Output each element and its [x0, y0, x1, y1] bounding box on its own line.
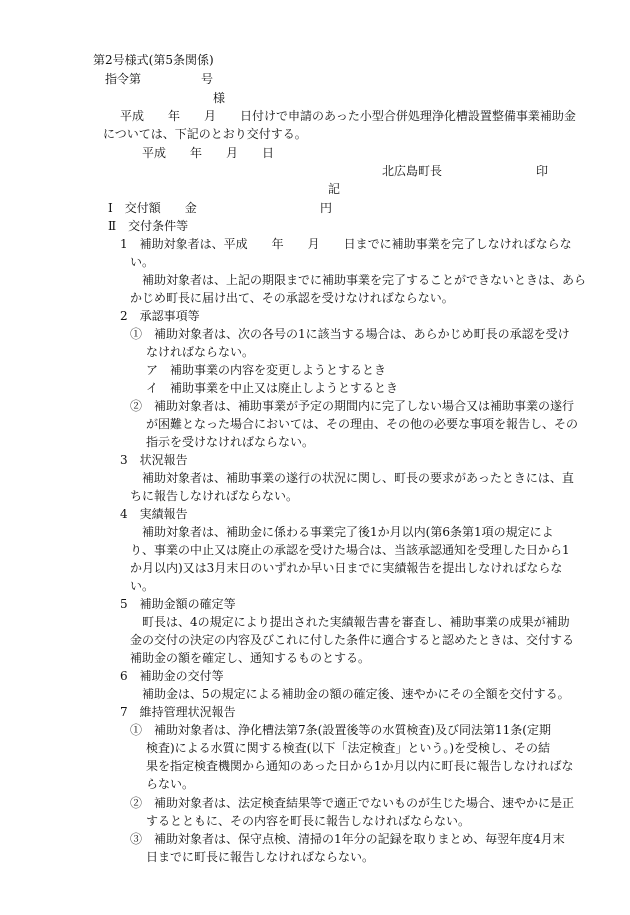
- condition-title: 7 維持管理状況報告: [120, 705, 236, 719]
- condition-line: 金の交付の決定の内容及びこれに付した条件に適合すると認めたときは、交付する: [130, 633, 575, 647]
- condition-line: ② 補助対象者は、補助事業が予定の期間内に完了しない場合又は補助事業の遂行: [130, 399, 575, 413]
- grant-amount-unit: 円: [320, 201, 333, 215]
- condition-line: い。: [130, 255, 155, 269]
- condition-line: らない。: [146, 777, 195, 791]
- condition-title: 3 状況報告: [120, 453, 188, 467]
- intro-line: については、下記のとおり交付する。: [103, 127, 307, 141]
- form-heading: 第2号様式(第5条関係): [93, 53, 214, 67]
- condition-line: 指示を受けなければならない。: [146, 435, 315, 449]
- condition-line: 果を指定検査機関から通知のあった日から1か月以内に町長に報告しなければな: [146, 759, 574, 773]
- condition-line: ① 補助対象者は、浄化槽法第7条(設置後等の水質検査)及び同法第11条(定期: [130, 723, 551, 737]
- condition-title: 6 補助金の交付等: [120, 669, 224, 683]
- condition-line: ② 補助対象者は、法定検査結果等で適正でないものが生じた場合、速やかに是正: [130, 796, 575, 810]
- seal-mark: 印: [536, 164, 549, 178]
- condition-line: イ 補助事業を中止又は廃止しようとするとき: [146, 381, 399, 395]
- condition-line: 補助金は、5の規定による補助金の額の確定後、速やかにその全額を交付する。: [142, 687, 570, 701]
- condition-line: ア 補助事業の内容を変更しようとするとき: [146, 363, 387, 377]
- condition-line: 1 補助対象者は、平成 年 月 日までに補助事業を完了しなければならな: [120, 237, 572, 251]
- condition-line: 補助対象者は、補助事業の遂行の状況に関し、町長の要求があったときには、直: [142, 471, 574, 485]
- condition-line: が困難となった場合においては、その理由、その他の必要な事項を報告し、その: [146, 417, 579, 431]
- condition-line: り、事業の中止又は廃止の承認を受けた場合は、当該承認通知を受理した日から1: [130, 543, 570, 557]
- condition-line: するとともに、その内容を町長に報告しなければならない。: [146, 814, 471, 828]
- condition-line: 町長は、4の規定により提出された実績報告書を審査し、補助事業の成果が補助: [142, 615, 570, 629]
- condition-line: 検査)による水質に関する検査(以下「法定検査」という。)を受検し、その結: [146, 741, 551, 755]
- ki-label: 記: [328, 182, 341, 196]
- condition-title: 5 補助金額の確定等: [120, 597, 236, 611]
- condition-line: い。: [130, 579, 155, 593]
- condition-line: か月以内)又は3月末日のいずれか早い日までに実績報告を提出しなければならな: [130, 561, 563, 575]
- condition-line: かじめ町長に届け出て、その承認を受けなければならない。: [130, 291, 454, 305]
- issuer-name: 北広島町長: [382, 164, 443, 178]
- condition-line: ③ 補助対象者は、保守点検、清掃の1年分の記録を取りまとめ、毎翌年度4月末: [130, 832, 565, 846]
- condition-line: 補助金の額を確定し、通知するものとする。: [130, 651, 371, 665]
- condition-line: 補助対象者は、上記の期限までに補助事業を完了することができないときは、あら: [142, 273, 587, 287]
- condition-line: 補助対象者は、補助金に係わる事業完了後1か月以内(第6条第1項の規定によ: [142, 525, 554, 539]
- conditions-heading: Ⅱ 交付条件等: [108, 219, 189, 233]
- grant-amount-label: Ⅰ 交付額 金: [108, 201, 197, 215]
- issue-date: 平成 年 月 日: [142, 146, 275, 160]
- directive-number: 指令第 号: [105, 72, 214, 86]
- condition-line: ① 補助対象者は、次の各号の1に該当する場合は、あらかじめ町長の承認を受け: [130, 327, 570, 341]
- condition-title: 4 実績報告: [120, 507, 188, 521]
- intro-line: 平成 年 月 日付けで申請のあった小型合併処理浄化槽設置整備事業補助金: [120, 109, 576, 123]
- condition-line: 日までに町長に報告しなければならない。: [146, 850, 375, 864]
- condition-line: ちに報告しなければならない。: [130, 489, 299, 503]
- condition-line: なければならない。: [146, 345, 255, 359]
- addressee-suffix: 様: [213, 91, 226, 105]
- condition-title: 2 承認事項等: [120, 309, 200, 323]
